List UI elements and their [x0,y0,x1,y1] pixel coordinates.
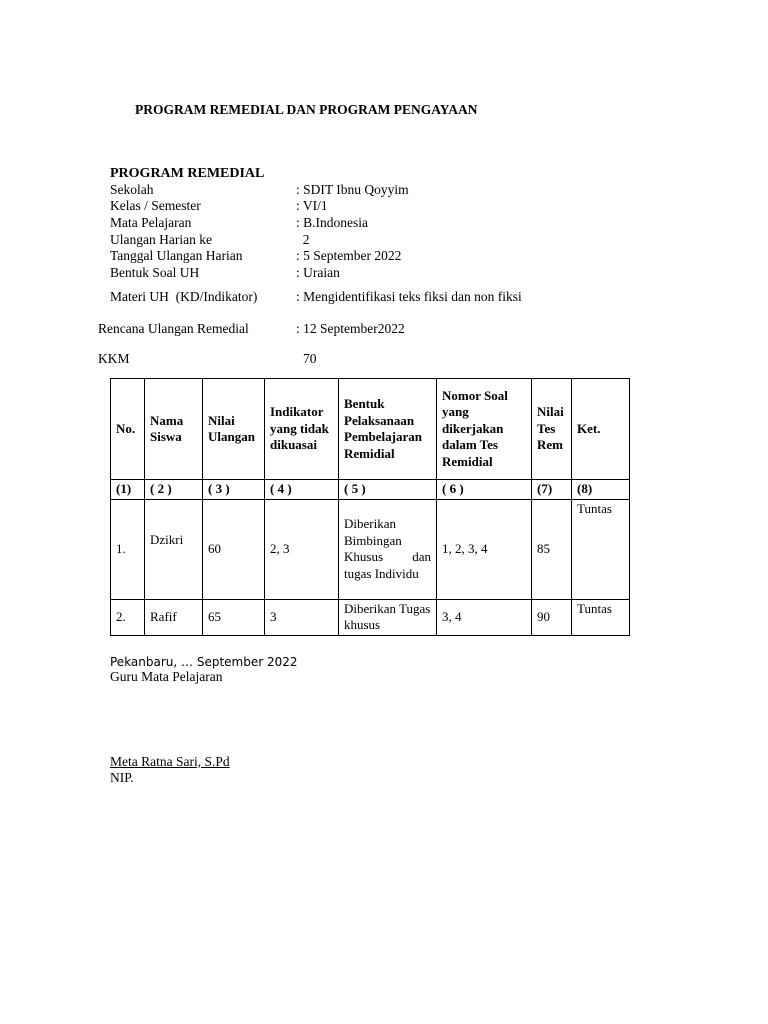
col-number: ( 3 ) [203,480,265,500]
cell-ket: Tuntas [572,599,630,635]
remedial-table [110,378,630,636]
cell-no: 2. [111,599,145,635]
value-mata-pelajaran: : B.Indonesia [296,215,368,230]
col-number: ( 2 ) [145,480,203,500]
label-bentuk-soal: Bentuk Soal UH [110,265,200,280]
label-kkm: KKM [98,351,130,366]
cell-indikator: 3 [265,599,339,635]
col-number: ( 4 ) [265,480,339,500]
col-number: ( 6 ) [437,480,532,500]
cell-nilai: 65 [203,599,265,635]
cell-nama: Rafif [145,599,203,635]
value-rencana-remedial: : 12 September2022 [296,321,405,336]
signature-nip: NIP. [110,770,134,785]
table-number-row [111,480,630,500]
cell-indikator: 2, 3 [265,499,339,599]
cell-bentuk: Diberikan Bimbingan Khusus dan tugas Individu [339,499,437,599]
page-title: PROGRAM REMEDIAL DAN PROGRAM PENGAYAAN [135,102,478,117]
cell-nomor-soal: 1, 2, 3, 4 [437,499,532,599]
value-bentuk-soal: : Uraian [296,265,340,280]
col-number: ( 5 ) [339,480,437,500]
label-mata-pelajaran: Mata Pelajaran [110,215,192,230]
header-nilai-ulangan: Nilai Ulangan [203,379,265,480]
col-number: (8) [572,480,630,500]
cell-no: 1. [111,499,145,599]
signature-role: Guru Mata Pelajaran [110,669,223,684]
section-title: PROGRAM REMEDIAL [110,166,265,181]
value-ulangan-harian: 2 [296,232,310,247]
value-tanggal-ulangan: : 5 September 2022 [296,248,402,263]
cell-nilai-tes: 85 [532,499,572,599]
cell-nilai-tes: 90 [532,599,572,635]
col-number: (7) [532,480,572,500]
signature-place-date: Pekanbaru, … September 2022 [110,655,298,669]
signature-name: Meta Ratna Sari, S.Pd [110,754,230,769]
value-sekolah: : SDIT Ibnu Qoyyim [296,182,409,197]
cell-nilai: 60 [203,499,265,599]
label-sekolah: Sekolah [110,182,154,197]
table-row [111,499,630,599]
header-ket: Ket. [572,379,630,480]
header-no: No. [111,379,145,480]
table-header-row [111,379,630,480]
col-number: (1) [111,480,145,500]
label-ulangan-harian: Ulangan Harian ke [110,232,212,247]
label-tanggal-ulangan: Tanggal Ulangan Harian [110,248,243,263]
header-bentuk-pelaksanaan: Bentuk Pelaksanaan Pembelajaran Remidial [339,379,437,480]
cell-bentuk: Diberikan Tugas khusus [339,599,437,635]
header-nama-siswa: Nama Siswa [145,379,203,480]
cell-nomor-soal: 3, 4 [437,599,532,635]
header-nilai-tes-rem: Nilai Tes Rem [532,379,572,480]
label-materi-uh: Materi UH (KD/Indikator) [110,289,258,304]
value-kkm: 70 [303,351,317,366]
value-materi-uh: : Mengidentifikasi teks fiksi dan non fiksi [296,289,522,304]
label-rencana-remedial: Rencana Ulangan Remedial [98,321,249,336]
cell-ket: Tuntas [572,499,630,599]
header-nomor-soal: Nomor Soal yang dikerjakan dalam Tes Remidial [437,379,532,480]
header-indikator: Indikator yang tidak dikuasai [265,379,339,480]
cell-nama: Dzikri [145,499,203,599]
label-kelas-semester: Kelas / Semester [110,198,201,213]
table-row [111,599,630,635]
value-kelas-semester: : VI/1 [296,198,328,213]
